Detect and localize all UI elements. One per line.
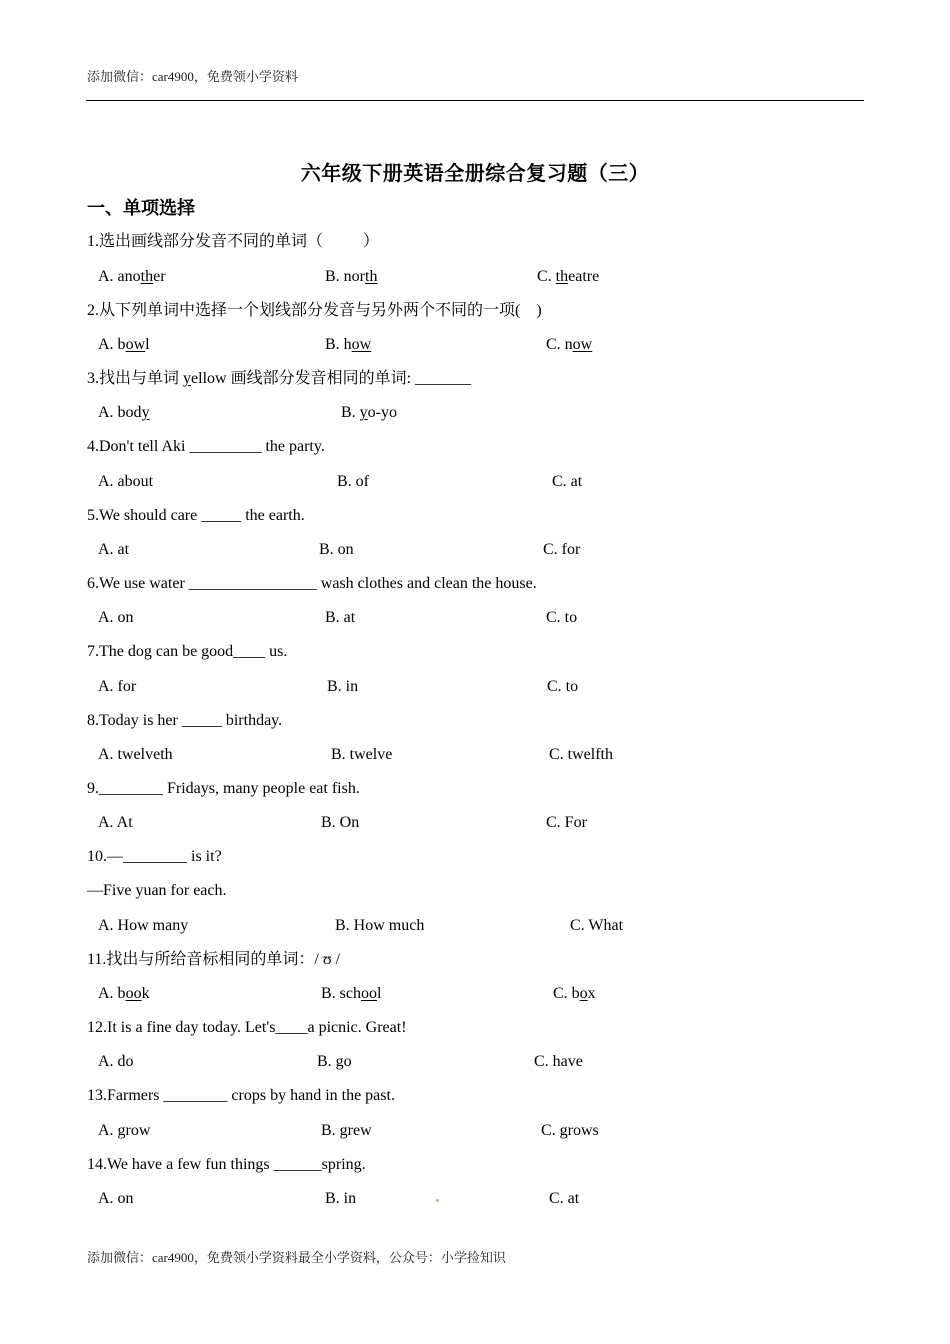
section-heading: 一、单项选择 [87,198,195,218]
question-8: 8.Today is her _____ birthday. [87,712,283,729]
question-2: 2.从下列单词中选择一个划线部分发音与另外两个不同的一项( ) [87,302,542,319]
option-14a[interactable]: A. on [98,1190,134,1207]
option-5a[interactable]: A. at [98,541,130,558]
option-6c[interactable]: C. to [546,609,578,626]
question-5: 5.We should care _____ the earth. [87,507,305,524]
option-3b[interactable]: B. yo-yo [341,404,397,421]
option-14b[interactable]: B. in [325,1190,357,1207]
option-6a[interactable]: A. on [98,609,134,626]
question-13: 13.Farmers ________ crops by hand in the past. [87,1087,395,1104]
option-1c[interactable]: C. theatre [537,268,600,285]
option-10b[interactable]: B. How much [335,917,425,934]
option-11b[interactable]: B. school [321,985,382,1002]
question-11: 11.找出与所给音标相同的单词：/ ʊ / [87,951,341,968]
option-2b[interactable]: B. how [325,336,372,353]
question-14: 14.We have a few fun things ______spring. [87,1156,366,1173]
question-10: 10.—________ is it? [87,848,222,865]
question-7: 7.The dog can be good____ us. [87,643,288,660]
option-13a[interactable]: A. grow [98,1122,151,1139]
option-10c[interactable]: C. What [570,917,624,934]
stray-dot [436,1199,439,1202]
option-7c[interactable]: C. to [547,678,579,695]
option-12b[interactable]: B. go [317,1053,352,1070]
option-11c[interactable]: C. box [553,985,596,1002]
question-1: 1.选出画线部分发音不同的单词（ ） [87,233,380,250]
option-9b[interactable]: B. On [321,814,360,831]
page-footer: 添加微信：car4900，免费领小学资料最全小学资料，公众号：小学捡知识 [87,1250,506,1265]
option-3a[interactable]: A. body [98,404,150,421]
option-5b[interactable]: B. on [319,541,354,558]
option-4c[interactable]: C. at [552,473,583,490]
option-9c[interactable]: C. For [546,814,587,831]
option-2c[interactable]: C. now [546,336,593,353]
option-9a[interactable]: A. At [98,814,133,831]
option-14c[interactable]: C. at [549,1190,580,1207]
option-1a[interactable]: A. another [98,268,166,285]
option-1b[interactable]: B. north [325,268,378,285]
option-8b[interactable]: B. twelve [331,746,393,763]
option-8c[interactable]: C. twelfth [549,746,613,763]
question-12: 12.It is a fine day today. Let's____a picnic. Great! [87,1019,407,1036]
option-7a[interactable]: A. for [98,678,137,695]
question-6: 6.We use water ________________ wash clothes and clean the house. [87,575,537,592]
option-5c[interactable]: C. for [543,541,581,558]
option-8a[interactable]: A. twelveth [98,746,173,763]
header-divider [86,100,864,101]
page-title: 六年级下册英语全册综合复习题（三） [300,163,650,185]
page-header: 添加微信：car4900，免费领小学资料 [87,69,298,84]
option-13c[interactable]: C. grows [541,1122,599,1139]
option-4a[interactable]: A. about [98,473,154,490]
option-11a[interactable]: A. book [98,985,150,1002]
question-10-reply: —Five yuan for each. [87,882,227,899]
option-12a[interactable]: A. do [98,1053,134,1070]
option-4b[interactable]: B. of [337,473,369,490]
option-6b[interactable]: B. at [325,609,356,626]
option-2a[interactable]: A. bowl [98,336,150,353]
question-3: 3.找出与单词 yellow 画线部分发音相同的单词: _______ [87,370,472,387]
option-13b[interactable]: B. grew [321,1122,372,1139]
option-10a[interactable]: A. How many [98,917,189,934]
option-12c[interactable]: C. have [534,1053,583,1070]
question-9: 9.________ Fridays, many people eat fish. [87,780,360,797]
question-4: 4.Don't tell Aki _________ the party. [87,438,325,455]
option-7b[interactable]: B. in [327,678,359,695]
